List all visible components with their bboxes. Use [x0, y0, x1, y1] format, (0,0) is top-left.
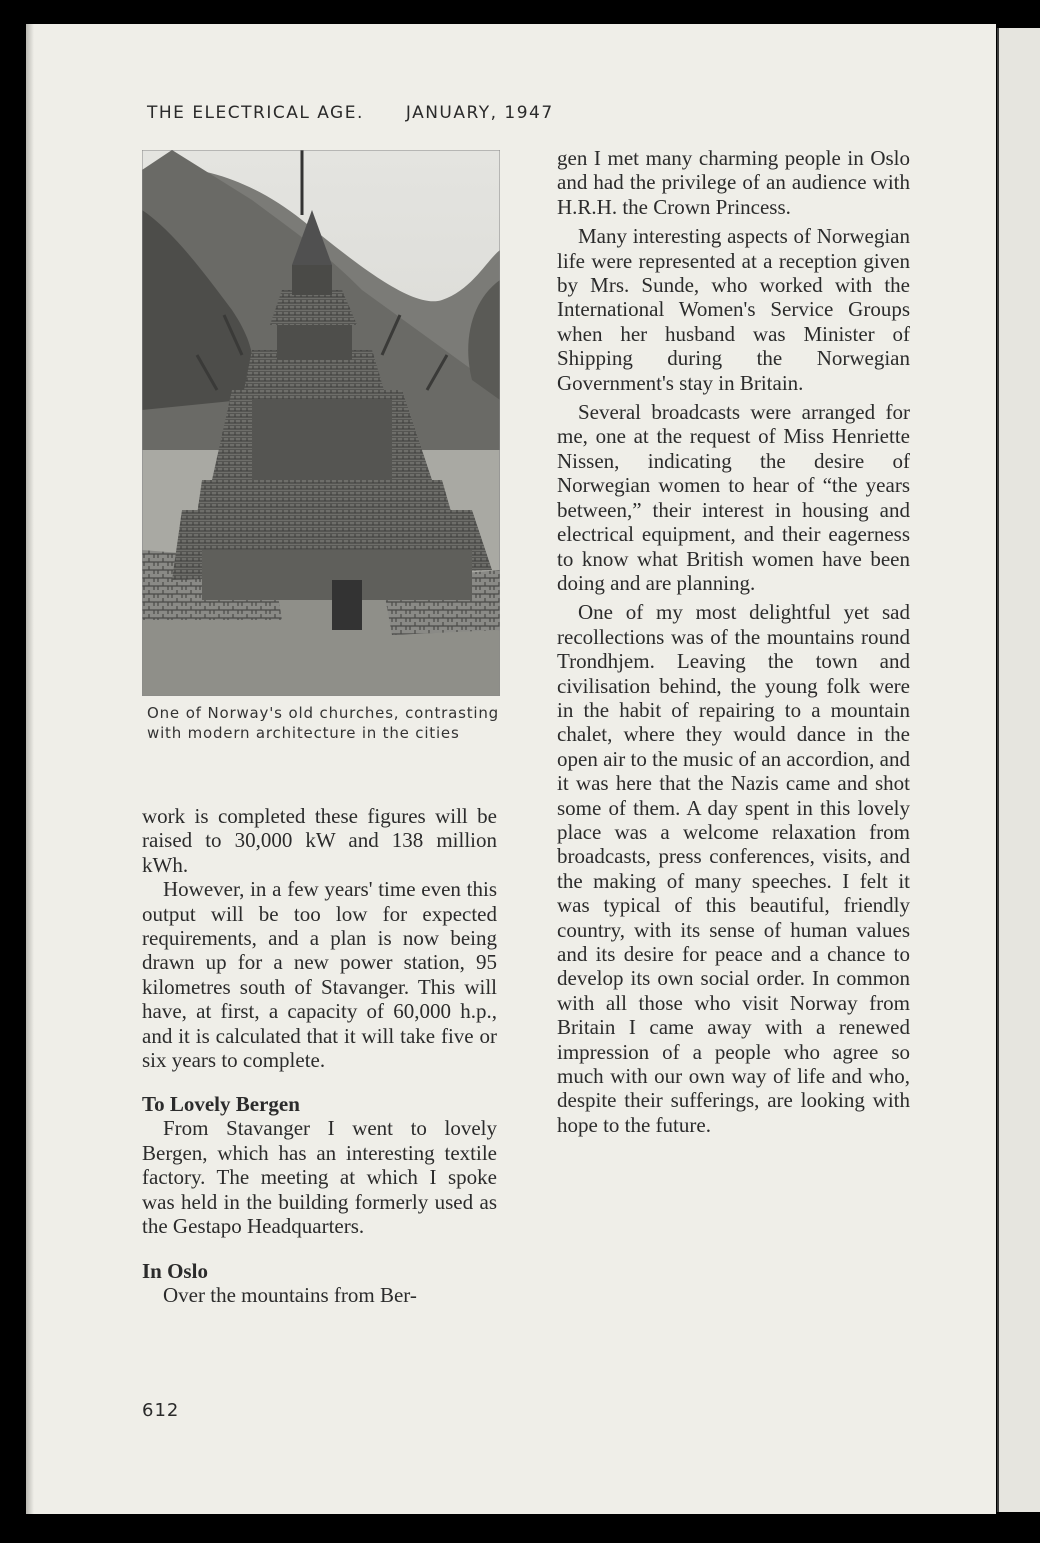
issue-date: JANUARY, 1947	[405, 103, 554, 123]
right-text-column	[557, 146, 910, 1137]
photo-caption: One of Norway's old churches, contrasting with modern architecture in the cities	[147, 704, 499, 742]
paragraph: Many interesting aspects of Norwegian life were represented at a reception given by Mrs. Sunde, who worked with the International Women's Service Groups when her husband was Minister of Shipping during the Norwegian Government's stay in Britain.	[557, 224, 910, 395]
paragraph: Several broadcasts were arranged for me, one at the request of Miss Henriette Nissen, indicating the desire of Norwegian women to hear of “the years between,” their interest in housing and electrical equipment, and their eagerness to know what British women have been doing and are planning.	[557, 400, 910, 595]
running-header	[147, 103, 554, 123]
left-text-column	[142, 804, 497, 1307]
publication-title: THE ELECTRICAL AGE.	[147, 103, 364, 123]
paragraph: One of my most delightful yet sad recollections was of the mountains round Trondhjem. Leaving the town and civilisation behind, the young folk were in the habit of repairing to a mountain chalet, where they would dance in the open air to the music of an accordion, and it was here that the Nazis came and shot some of them. A day spent in this lovely place was a welcome relaxation from broadcasts, press conferences, visits, and the making of many speeches. I felt it was typical of this beautiful, friendly country, with its sense of human values and its desire for peace and a chance to develop its own social order. In common with all those who visit Norway from Britain I came away with a renewed impression of a people who agree so much with our own way of life and who, despite their sufferings, are looking with hope to the future.	[557, 600, 910, 1137]
paragraph: gen I met many charming people in Oslo and had the privilege of an audience with H.R.H. the Crown Princess.	[557, 146, 910, 219]
paragraph: From Stavanger I went to lovely Bergen, which has an interesting textile factory. The meeting at which I spoke was held in the building formerly used as the Gestapo Headquarters.	[142, 1116, 497, 1239]
page-number: 612	[142, 1400, 180, 1421]
paragraph: work is completed these figures will be raised to 30,000 kW and 138 million kWh.	[142, 804, 497, 877]
facing-page-edge	[997, 28, 1040, 1512]
section-heading-bergen: To Lovely Bergen	[142, 1092, 300, 1117]
page-spine-shadow	[26, 24, 34, 1514]
stave-church-photo	[142, 150, 500, 696]
paragraph: Over the mountains from Ber-	[163, 1282, 417, 1307]
paragraph: However, in a few years' time even this output will be too low for expected requirements, and a plan is now being drawn up for a new power station, 95 kilometres south of Stavanger. This will have, at first, a capacity of 60,000 h.p., and it is calculated that it will take five or six years to complete.	[142, 877, 497, 1073]
section-heading-oslo: In Oslo	[142, 1258, 208, 1283]
